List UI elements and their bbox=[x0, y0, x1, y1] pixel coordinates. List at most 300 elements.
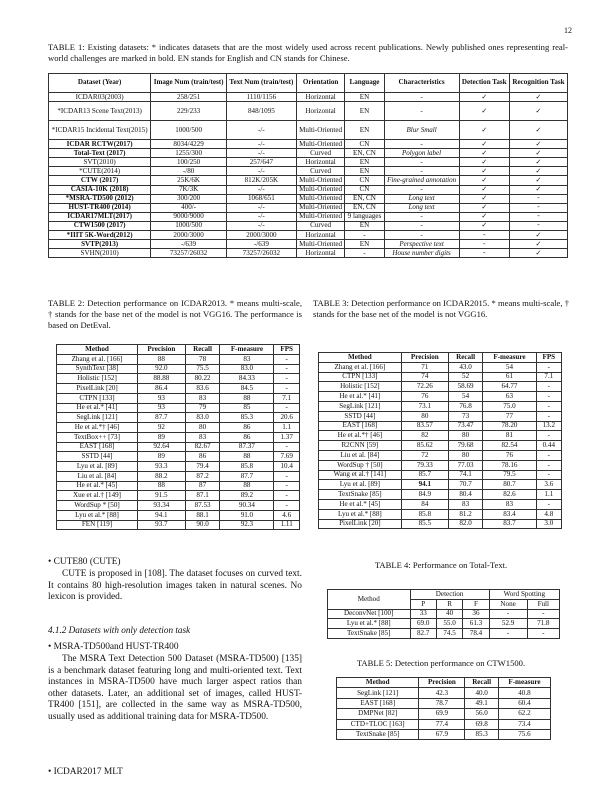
t4-cell: TextSnake [85] bbox=[328, 629, 411, 639]
table3-cell: 1.1 bbox=[536, 490, 561, 500]
table3-header-0: Method bbox=[319, 353, 402, 363]
t1-cell: 73257/26032 bbox=[151, 249, 227, 258]
t1-cell: EN bbox=[345, 102, 384, 121]
bullet-icdar2017: • ICDAR2017 MLT bbox=[48, 767, 123, 777]
table5-caption: TABLE 5: Detection performance on CTW1500. bbox=[356, 658, 526, 668]
t1-cell: EN, CN bbox=[345, 194, 384, 203]
table2-cell: 20.6 bbox=[274, 413, 300, 423]
t1-cell: - bbox=[384, 221, 459, 230]
table3-cell: 73.1 bbox=[401, 401, 448, 411]
t1-cell: EN bbox=[345, 221, 384, 230]
t1-cell: -/- bbox=[226, 121, 296, 140]
t1-cell: CN bbox=[345, 176, 384, 185]
t1-cell: ✓ bbox=[509, 121, 567, 140]
table2-cell: Xue et al.† [149] bbox=[57, 491, 138, 501]
table2-cell: 86 bbox=[220, 432, 274, 442]
table2-cell: 83.6 bbox=[185, 384, 220, 394]
t1-row bbox=[49, 176, 568, 185]
t1-cell: ✓ bbox=[509, 185, 567, 194]
table3-row bbox=[319, 372, 562, 382]
table3-cell: 63 bbox=[483, 392, 536, 402]
t4-sub-header-0: P bbox=[410, 599, 436, 609]
table3-row bbox=[319, 411, 562, 421]
t1-header-0: Dataset (Year) bbox=[49, 74, 151, 93]
t1-cell: Horizontal bbox=[296, 249, 345, 258]
t1-cell: ✓ bbox=[459, 158, 509, 167]
table5-cell: DMPNet [82] bbox=[337, 709, 419, 719]
table3-cell: PixelLink [20] bbox=[319, 519, 402, 529]
table2-cell: 91.0 bbox=[220, 510, 274, 520]
table5-header-1: Precision bbox=[419, 678, 465, 688]
table5-cell: 75.6 bbox=[498, 729, 550, 739]
t1-cell: ✓ bbox=[459, 102, 509, 121]
t1-cell: Curved bbox=[296, 221, 345, 230]
table3-cell: 54 bbox=[448, 392, 482, 402]
table2-header-1: Precision bbox=[138, 345, 186, 355]
table2-header-0: Method bbox=[57, 345, 138, 355]
table3-cell: 3.6 bbox=[536, 480, 561, 490]
table3-cell: 77.03 bbox=[448, 460, 482, 470]
t1-cell: - bbox=[509, 203, 567, 212]
t1-header-4: Language bbox=[345, 74, 384, 93]
table3-cell: CTPN [133] bbox=[319, 372, 402, 382]
t4-group-wordspotting: Word Spotting bbox=[489, 590, 559, 600]
table3-cell: 83 bbox=[483, 499, 536, 509]
table2-cell: 92.3 bbox=[220, 520, 274, 530]
bullet-cute: • CUTE80 (CUTE) bbox=[48, 557, 121, 567]
table2-cell: - bbox=[274, 491, 300, 501]
table2-cell: 93 bbox=[138, 393, 186, 403]
t1-cell: SVT(2010) bbox=[49, 158, 151, 167]
table2-cell: 85.3 bbox=[220, 413, 274, 423]
table3-cell: 76 bbox=[483, 450, 536, 460]
table3-cell: He et al.* [45] bbox=[319, 499, 402, 509]
table2-cell: 85.8 bbox=[220, 462, 274, 472]
table2-caption: TABLE 2: Detection performance on ICDAR2013. * means multi-scale, † stands for the base net of the model is not VGG16. The performance is based on DetEval. bbox=[48, 298, 302, 330]
table3-cell: 94.1 bbox=[401, 480, 448, 490]
t1-cell: ✓ bbox=[459, 140, 509, 149]
table3-cell: Lyu et al. [89] bbox=[319, 480, 402, 490]
table2-cell: 87.37 bbox=[220, 442, 274, 452]
t1-row bbox=[49, 203, 568, 212]
table2-cell: 83.0 bbox=[220, 364, 274, 374]
table5-cell: 40.0 bbox=[465, 688, 498, 698]
t1-row bbox=[49, 221, 568, 230]
t1-cell: *CUTE(2014) bbox=[49, 167, 151, 176]
table2-cell: 7.69 bbox=[274, 452, 300, 462]
t1-cell: *IIIT 5K-Word(2012) bbox=[49, 231, 151, 240]
t1-cell: 257/647 bbox=[226, 158, 296, 167]
table2-cell: 89 bbox=[138, 432, 186, 442]
table2-cell: - bbox=[274, 374, 300, 384]
table2-cell: - bbox=[274, 364, 300, 374]
t4-row bbox=[328, 629, 560, 639]
t1-cell: - bbox=[459, 231, 509, 240]
table2-cell: 88 bbox=[220, 452, 274, 462]
table5-header-3: F-measure bbox=[498, 678, 550, 688]
table3-row bbox=[319, 392, 562, 402]
t4-cell: Lyu et al.* [88] bbox=[328, 619, 411, 629]
table5-cell: 73.4 bbox=[498, 719, 550, 729]
t1-row bbox=[49, 167, 568, 176]
table3-caption: TABLE 3: Detection performance on ICDAR2015. * means multi-scale, † stands for the base net of the model is not VGG16. bbox=[313, 298, 569, 319]
t1-cell: Horizontal bbox=[296, 158, 345, 167]
t1-cell: Multi-Oriented bbox=[296, 121, 345, 140]
table2-row bbox=[57, 432, 300, 442]
table2-cell: 88.88 bbox=[138, 374, 186, 384]
table3-cell: 58.69 bbox=[448, 382, 482, 392]
table5-row bbox=[337, 698, 551, 708]
table3-cell: 78.20 bbox=[483, 421, 536, 431]
t1-row bbox=[49, 240, 568, 249]
t1-cell: - bbox=[384, 212, 459, 221]
t1-cell: ✓ bbox=[459, 176, 509, 185]
t1-cell: - bbox=[384, 185, 459, 194]
icdar2013-table bbox=[56, 344, 300, 530]
table3-cell: 80 bbox=[448, 431, 482, 441]
t1-cell: Multi-Oriented bbox=[296, 194, 345, 203]
page-number: 12 bbox=[564, 26, 572, 35]
table2-cell: 75.5 bbox=[185, 364, 220, 374]
t4-cell: 61.3 bbox=[463, 619, 489, 629]
table2-row bbox=[57, 510, 300, 520]
table2-cell: WordSup * [50] bbox=[57, 501, 138, 511]
t1-cell: EN, CN bbox=[345, 203, 384, 212]
table2-row bbox=[57, 462, 300, 472]
t4-row bbox=[328, 609, 560, 619]
table5-header-row bbox=[337, 678, 551, 688]
table3-cell: 78.16 bbox=[483, 460, 536, 470]
table3-cell: Holistic [152] bbox=[319, 382, 402, 392]
table3-cell: EAST [168] bbox=[319, 421, 402, 431]
paragraph-cute: CUTE is proposed in [108]. The dataset focuses on curved text. It contains 80 high-resolution images taken in natural scenes. No lexicon is provided. bbox=[48, 569, 302, 603]
t1-cell: EN bbox=[345, 93, 384, 102]
table2-header-row bbox=[57, 345, 300, 355]
t1-cell: - bbox=[384, 158, 459, 167]
table3-cell: - bbox=[536, 450, 561, 460]
table3-cell: TextSnake [85] bbox=[319, 490, 402, 500]
t4-cell: 74.5 bbox=[436, 629, 462, 639]
t1-cell: CN bbox=[345, 185, 384, 194]
t4-cell: 40 bbox=[436, 609, 462, 619]
table5-cell: 67.9 bbox=[419, 729, 465, 739]
t1-cell: ✓ bbox=[459, 149, 509, 158]
table2-cell: 93 bbox=[138, 403, 186, 413]
t1-cell: ✓ bbox=[509, 102, 567, 121]
t1-cell: ✓ bbox=[459, 212, 509, 221]
t1-cell: ✓ bbox=[509, 93, 567, 102]
table2-cell: 92.64 bbox=[138, 442, 186, 452]
table2-cell: 88 bbox=[220, 481, 274, 491]
table5-cell: 42.3 bbox=[419, 688, 465, 698]
table3-row bbox=[319, 401, 562, 411]
t1-cell: CTW1500 (2017) bbox=[49, 221, 151, 230]
table2-cell: He et al.*† [46] bbox=[57, 423, 138, 433]
table2-cell: 78 bbox=[185, 354, 220, 364]
table2-header-4: FPS bbox=[274, 345, 300, 355]
t1-cell: 812K/205K bbox=[226, 176, 296, 185]
table3-cell: 77 bbox=[483, 411, 536, 421]
table3-cell: 0.44 bbox=[536, 441, 561, 451]
t1-cell: HUST-TR400 (2014) bbox=[49, 203, 151, 212]
table3-cell: He et al.*† [46] bbox=[319, 431, 402, 441]
table5-cell: 77.4 bbox=[419, 719, 465, 729]
table3-header-4: FPS bbox=[536, 353, 561, 363]
table2-cell: SegLink [121] bbox=[57, 413, 138, 423]
t1-cell: 7K/3K bbox=[151, 185, 227, 194]
t4-group-row bbox=[328, 590, 560, 600]
t1-cell: ✓ bbox=[509, 149, 567, 158]
table2-cell: PixelLink [20] bbox=[57, 384, 138, 394]
t1-cell: ICDAR17MLT(2017) bbox=[49, 212, 151, 221]
t4-cell: 71.8 bbox=[527, 619, 559, 629]
table3-cell: 80 bbox=[401, 411, 448, 421]
table3-cell: 54 bbox=[483, 362, 536, 372]
table2-cell: - bbox=[274, 471, 300, 481]
table2-row bbox=[57, 442, 300, 452]
table3-cell: - bbox=[536, 401, 561, 411]
t1-cell: CTW (2017) bbox=[49, 176, 151, 185]
table3-cell: - bbox=[536, 460, 561, 470]
t4-cell: - bbox=[489, 609, 527, 619]
table3-cell: 85.7 bbox=[401, 470, 448, 480]
table3-cell: - bbox=[536, 431, 561, 441]
t1-cell: *ICDAR15 Incidental Text(2015) bbox=[49, 121, 151, 140]
table3-header-3: F-measure bbox=[483, 353, 536, 363]
table3-cell: Zhang et al. [166] bbox=[319, 362, 402, 372]
table2-header-2: Recall bbox=[185, 345, 220, 355]
table2-cell: Holistic [152] bbox=[57, 374, 138, 384]
t1-cell: ✓ bbox=[459, 121, 509, 140]
t1-cell: Fine-grained annotation bbox=[384, 176, 459, 185]
table2-cell: 89 bbox=[138, 452, 186, 462]
table2-cell: 87.7 bbox=[138, 413, 186, 423]
t1-cell: Long text bbox=[384, 194, 459, 203]
t1-cell: - bbox=[509, 194, 567, 203]
table2-cell: 80 bbox=[185, 423, 220, 433]
ctw1500-table bbox=[336, 677, 551, 740]
table3-row bbox=[319, 362, 562, 372]
t1-cell: 100/250 bbox=[151, 158, 227, 167]
table5-row bbox=[337, 688, 551, 698]
table2-cell: He et al.* [41] bbox=[57, 403, 138, 413]
table5-cell: 85.3 bbox=[465, 729, 498, 739]
bullet-icdar2017-text: ICDAR2017 MLT bbox=[53, 767, 123, 777]
t1-cell: House number digits bbox=[384, 249, 459, 258]
table2-cell: - bbox=[274, 403, 300, 413]
table2-cell: 87 bbox=[185, 481, 220, 491]
table2-cell: Lyu et al. [89] bbox=[57, 462, 138, 472]
table3-cell: 74.1 bbox=[448, 470, 482, 480]
table3-cell: 72 bbox=[401, 450, 448, 460]
table2-cell: 83.0 bbox=[185, 413, 220, 423]
table3-cell: 73.47 bbox=[448, 421, 482, 431]
table3-cell: - bbox=[536, 392, 561, 402]
table2-cell: 86.4 bbox=[138, 384, 186, 394]
t1-cell: ✓ bbox=[509, 140, 567, 149]
table3-cell: 84.9 bbox=[401, 490, 448, 500]
table2-cell: 7.1 bbox=[274, 393, 300, 403]
table3-cell: 79.33 bbox=[401, 460, 448, 470]
table3-row bbox=[319, 450, 562, 460]
t1-row bbox=[49, 194, 568, 203]
table5-cell: TextSnake [85] bbox=[337, 729, 419, 739]
table3-cell: 43.0 bbox=[448, 362, 482, 372]
t1-cell: Multi-Oriented bbox=[296, 212, 345, 221]
table2-cell: 94.1 bbox=[138, 510, 186, 520]
table5-cell: 60.4 bbox=[498, 698, 550, 708]
t1-cell: EN bbox=[345, 158, 384, 167]
table3-cell: 83.7 bbox=[483, 519, 536, 529]
t1-cell: - bbox=[509, 221, 567, 230]
table3-row bbox=[319, 421, 562, 431]
table3-cell: - bbox=[536, 499, 561, 509]
t1-header-row bbox=[49, 74, 568, 93]
t1-cell: ✓ bbox=[509, 231, 567, 240]
bullet-msra-text: MSRA-TD500and HUST-TR400 bbox=[53, 642, 179, 652]
t4-cell: 52.9 bbox=[489, 619, 527, 629]
table3-header-row bbox=[319, 353, 562, 363]
table3-cell: 4.8 bbox=[536, 509, 561, 519]
table3-cell: SegLink [121] bbox=[319, 401, 402, 411]
table3-row bbox=[319, 499, 562, 509]
table5-header-2: Recall bbox=[465, 678, 498, 688]
table3-cell: 85.62 bbox=[401, 441, 448, 451]
table2-header-3: F-measure bbox=[220, 345, 274, 355]
table5-cell: SegLink [121] bbox=[337, 688, 419, 698]
t1-cell: SVTP(2013) bbox=[49, 240, 151, 249]
t1-cell: 25K/6K bbox=[151, 176, 227, 185]
t4-sub-header-1: R bbox=[436, 599, 462, 609]
table3-cell: 72.26 bbox=[401, 382, 448, 392]
t1-cell: ✓ bbox=[459, 194, 509, 203]
t1-cell: Polygon label bbox=[384, 149, 459, 158]
t4-row bbox=[328, 619, 560, 629]
t1-cell: ✓ bbox=[459, 221, 509, 230]
table2-cell: 91.5 bbox=[138, 491, 186, 501]
t1-cell: -/- bbox=[226, 221, 296, 230]
table2-cell: He et al.* [45] bbox=[57, 481, 138, 491]
table2-cell: 84.5 bbox=[220, 384, 274, 394]
t1-row bbox=[49, 102, 568, 121]
t1-cell: -/80 bbox=[151, 167, 227, 176]
table3-cell: 82.54 bbox=[483, 441, 536, 451]
t4-cell: - bbox=[527, 609, 559, 619]
t1-row bbox=[49, 249, 568, 258]
table3-cell: 84 bbox=[401, 499, 448, 509]
table1-caption: TABLE 1: Existing datasets: * indicates datasets that are the most widely used across recent publications. Newly published ones representing real-world challenges are marked in bold. EN stands for English and CN stands for Chinese. bbox=[48, 42, 568, 63]
t1-cell: ICDAR RCTW(2017) bbox=[49, 140, 151, 149]
t1-cell: 9000/9000 bbox=[151, 212, 227, 221]
table3-row bbox=[319, 490, 562, 500]
t1-cell: - bbox=[384, 102, 459, 121]
table2-row bbox=[57, 491, 300, 501]
t1-cell: 73257/26032 bbox=[226, 249, 296, 258]
table2-cell: 90.34 bbox=[220, 501, 274, 511]
table3-cell: Wang et al.† [141] bbox=[319, 470, 402, 480]
table2-cell: 87.1 bbox=[185, 491, 220, 501]
table2-cell: 82.67 bbox=[185, 442, 220, 452]
table5-header-0: Method bbox=[337, 678, 419, 688]
table3-cell: 83 bbox=[448, 499, 482, 509]
t1-cell: Horizontal bbox=[296, 102, 345, 121]
table2-cell: Lyu et al.* [88] bbox=[57, 510, 138, 520]
t1-cell: - bbox=[384, 140, 459, 149]
table3-row bbox=[319, 382, 562, 392]
t1-row bbox=[49, 149, 568, 158]
t1-cell: Multi-Oriented bbox=[296, 240, 345, 249]
table2-row bbox=[57, 384, 300, 394]
table3-cell: 79.68 bbox=[448, 441, 482, 451]
table3-cell: 61 bbox=[483, 372, 536, 382]
table5-cell: 56.0 bbox=[465, 709, 498, 719]
table3-cell: 80.7 bbox=[483, 480, 536, 490]
table2-row bbox=[57, 403, 300, 413]
t1-row bbox=[49, 185, 568, 194]
t1-cell: -/- bbox=[226, 185, 296, 194]
t1-cell: 848/1095 bbox=[226, 102, 296, 121]
table2-row bbox=[57, 413, 300, 423]
t1-cell: - bbox=[509, 212, 567, 221]
table3-cell: - bbox=[536, 411, 561, 421]
table3-cell: 82 bbox=[401, 431, 448, 441]
t1-row bbox=[49, 93, 568, 102]
t1-cell: 1000/500 bbox=[151, 121, 227, 140]
table3-row bbox=[319, 480, 562, 490]
table3-cell: 75.0 bbox=[483, 401, 536, 411]
table2-row bbox=[57, 423, 300, 433]
t1-cell: 1000/500 bbox=[151, 221, 227, 230]
table2-cell: 86 bbox=[220, 423, 274, 433]
totaltext-table bbox=[327, 589, 560, 639]
table3-cell: 80 bbox=[448, 450, 482, 460]
table2-cell: 79.4 bbox=[185, 462, 220, 472]
table2-cell: 93.3 bbox=[138, 462, 186, 472]
table2-cell: 86 bbox=[185, 452, 220, 462]
table2-row bbox=[57, 501, 300, 511]
t4-cell: DeconvNet [100] bbox=[328, 609, 411, 619]
table2-cell: Zhang et al. [166] bbox=[57, 354, 138, 364]
t1-cell: 1068/651 bbox=[226, 194, 296, 203]
t1-cell: Blur Small bbox=[384, 121, 459, 140]
table3-cell: 73 bbox=[448, 411, 482, 421]
table2-cell: 88 bbox=[138, 481, 186, 491]
table2-row bbox=[57, 364, 300, 374]
t1-header-1: Image Num (train/test) bbox=[151, 74, 227, 93]
t1-cell: -/- bbox=[226, 212, 296, 221]
table2-cell: CTPN [133] bbox=[57, 393, 138, 403]
t4-cell: 36 bbox=[463, 609, 489, 619]
table2-cell: - bbox=[274, 501, 300, 511]
table3-cell: 81.2 bbox=[448, 509, 482, 519]
t1-cell: ✓ bbox=[509, 249, 567, 258]
t1-header-6: Detection Task bbox=[459, 74, 509, 93]
t1-cell: ✓ bbox=[509, 176, 567, 185]
table2-cell: 79 bbox=[185, 403, 220, 413]
table3-row bbox=[319, 441, 562, 451]
t1-cell: 1255/300 bbox=[151, 149, 227, 158]
table3-cell: 71 bbox=[401, 362, 448, 372]
t1-cell: ✓ bbox=[509, 167, 567, 176]
table2-row bbox=[57, 520, 300, 530]
table2-cell: 84.33 bbox=[220, 374, 274, 384]
table2-cell: 93.34 bbox=[138, 501, 186, 511]
table3-row bbox=[319, 431, 562, 441]
t1-cell: ✓ bbox=[459, 93, 509, 102]
table2-cell: 1.37 bbox=[274, 432, 300, 442]
table2-row bbox=[57, 481, 300, 491]
table2-cell: - bbox=[274, 481, 300, 491]
